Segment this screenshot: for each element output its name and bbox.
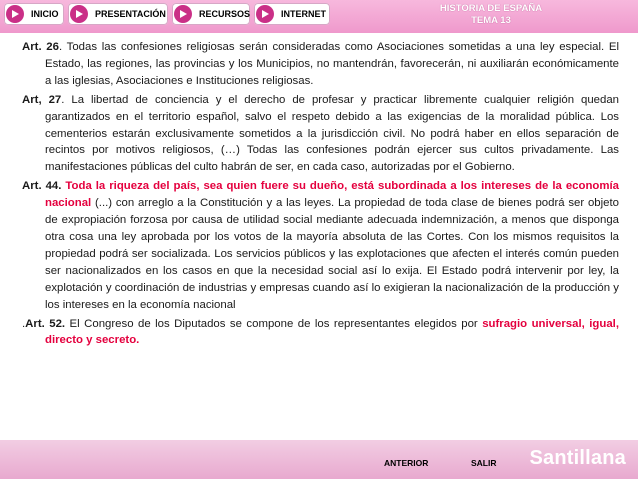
highlighted-text: Toda la riqueza del país, sea quien fuere su dueño, está subordinada a los intereses de la economía nacional (45, 180, 619, 210)
recursos-button[interactable] (172, 3, 250, 25)
presentacion-button[interactable] (68, 3, 168, 25)
play-arrow-icon (6, 5, 24, 23)
article-27 (22, 92, 619, 177)
title-line-1: HISTORIA DE ESPAÑA (439, 3, 543, 14)
santillana-logo: Santillana (529, 447, 626, 469)
internet-label: INTERNET (281, 9, 326, 19)
article-text: (...) con arreglo a la Constitución y a las leyes. La propiedad de toda clase de bienes podrá ser objeto de expropiación forzosa por causa de utilidad social mediante adecuada indemnización, a menos que disponga otra cosa una ley aprobada por los votos de la mayoría absoluta de las Cortes. Con los mismos requisitos la propiedad podrá ser socializada. Los servicios públicos y las explotaciones que afecten el interés común pueden ser nacionalizados en los casos en que la necesidad social así lo exija. El Estado podrá intervenir por ley, la explotación y coordinación de industrias y empresas cuando así lo exigieran la nacionalización de la producción y los intereses en la economía nacional (45, 197, 619, 311)
article-text: . Todas las confesiones religiosas serán consideradas como Asociaciones sometidas a una ley especial. El Estado, las regiones, las provincias y los Municipios, no mantendrán, favorecerán, ni auxiliarán económicamente a las iglesias, Asociaciones e Instituciones religiosas. (45, 41, 619, 87)
inicio-label: INICIO (31, 9, 59, 19)
article-26 (22, 39, 619, 90)
presentacion-label: PRESENTACIÓN (95, 9, 166, 19)
play-arrow-icon (70, 5, 88, 23)
salir-button[interactable]: SALIR (471, 458, 497, 468)
article-number: Art, 27 (22, 93, 62, 106)
article-number: Art. 52. (25, 317, 66, 330)
play-arrow-icon (174, 5, 192, 23)
article-prefix: . (22, 317, 26, 330)
article-44 (22, 178, 619, 313)
article-text: . La libertad de conciencia y el derecho de profesar y practicar libremente cualquier religión quedan garantizados en el territorio español, salvo el respeto debido a las exigencias de la moralidad pública. Los cementerios estarán exclusivamente sometidos a la jurisdicción civil. No podrá haber en ellos separación de recintos por motivos religiosos, (…) Todas las confesiones podrán ejercer sus cultos privadamente. Las manifestaciones públicas del culto habrán de ser, en cada caso, autorizadas por el Gobierno. (45, 93, 619, 174)
anterior-button[interactable]: ANTERIOR (384, 458, 429, 468)
recursos-label: RECURSOS (199, 9, 251, 19)
article-text: El Congreso de los Diputados se compone de los representantes elegidos por (65, 317, 483, 330)
page-title (436, 3, 546, 27)
play-arrow-icon (256, 5, 274, 23)
article-list (22, 39, 619, 351)
title-line-2: TEMA 13 (471, 15, 511, 26)
article-number: Art. 44. (22, 180, 62, 193)
article-52 (22, 316, 619, 350)
internet-button[interactable] (254, 3, 330, 25)
inicio-button[interactable] (4, 3, 64, 25)
highlighted-text: sufragio universal, igual, directo y secreto. (45, 317, 619, 347)
article-number: Art. 26 (22, 41, 59, 53)
